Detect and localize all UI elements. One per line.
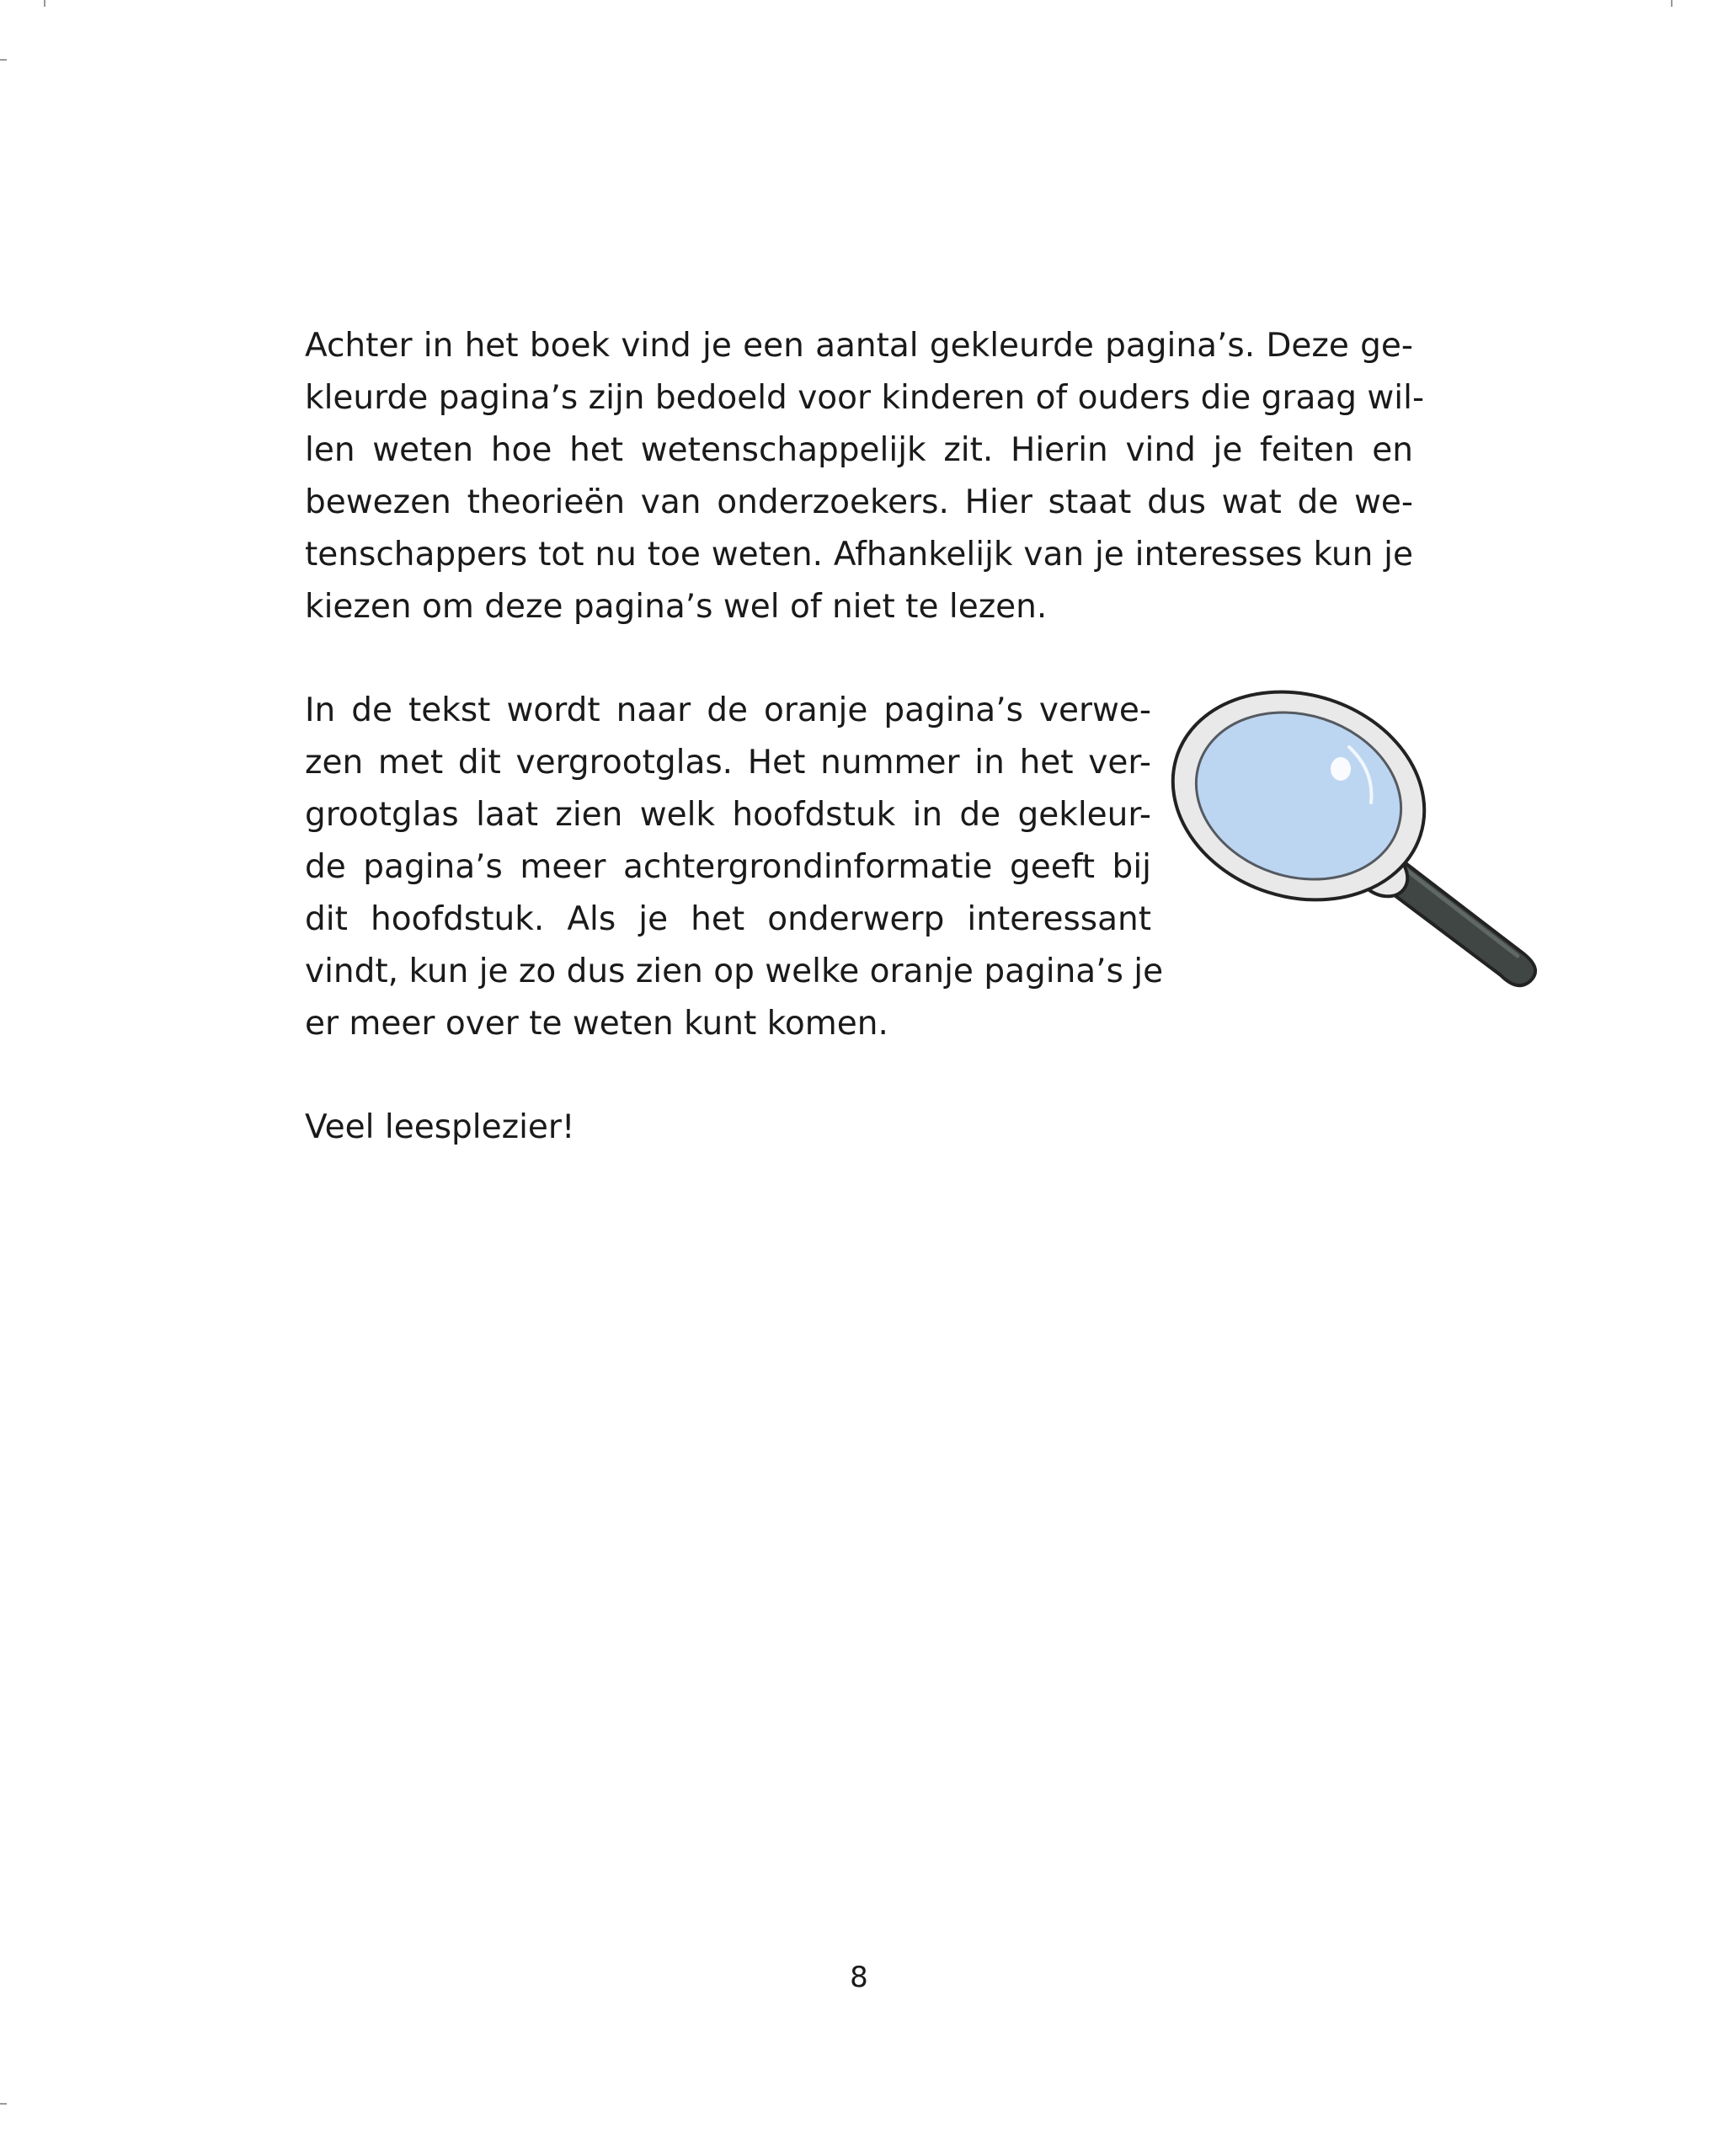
text-line: er meer over te weten kunt komen. — [305, 1005, 888, 1043]
paragraph-magnifier-explanation — [305, 685, 1164, 1050]
text-line: kleurde pagina’s zijn bedoeld voor kinderen of ouders die graag wil- — [305, 379, 1425, 417]
crop-mark-left-top — [0, 59, 7, 61]
text-line: zen met dit vergrootglas. Het nummer in het ver- — [305, 744, 1151, 782]
text-line: grootglas laat zien welk hoofdstuk in de gekleur- — [305, 796, 1151, 834]
page-number: 8 — [850, 1961, 868, 1994]
text-line: len weten hoe het wetenschappelijk zit. Hierin vind je feiten en — [305, 431, 1413, 469]
text-line: bewezen theorieën van onderzoekers. Hier staat dus wat de we- — [305, 483, 1413, 521]
text-line: de pagina’s meer achtergrondinformatie geeft bij — [305, 848, 1151, 886]
paragraph-closing — [305, 1102, 1151, 1154]
crop-mark-left-bottom — [0, 2103, 7, 2105]
magnifying-glass-icon — [1154, 678, 1541, 998]
text-line: vindt, kun je zo dus zien op welke oranje pagina’s je — [305, 953, 1164, 990]
crop-mark-top-left — [44, 0, 45, 7]
text-line: kiezen om deze pagina’s wel of niet te lezen. — [305, 588, 1048, 626]
text-line: In de tekst wordt naar de oranje pagina’s verwe- — [305, 691, 1151, 729]
text-line: tenschappers tot nu toe weten. Afhankelijk van je interesses kun je — [305, 536, 1413, 574]
crop-mark-top-right — [1671, 0, 1673, 7]
paragraph-intro — [305, 320, 1425, 633]
text-line: Achter in het boek vind je een aantal gekleurde pagina’s. Deze ge- — [305, 327, 1413, 365]
text-line: dit hoofdstuk. Als je het onderwerp interessant — [305, 900, 1151, 938]
text-line: Veel leesplezier! — [305, 1108, 575, 1146]
